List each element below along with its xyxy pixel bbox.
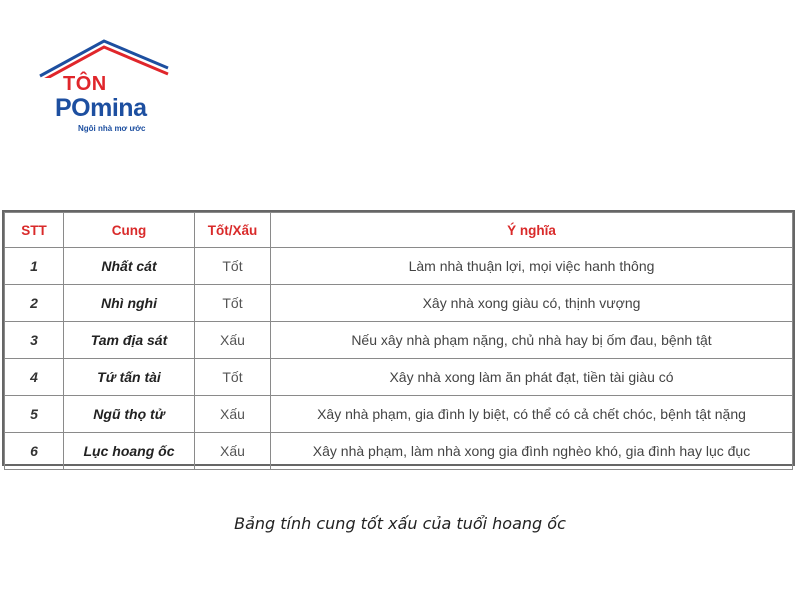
cell-tot-xau: Xấu xyxy=(195,396,271,433)
cell-cung: Lục hoang ốc xyxy=(64,433,195,470)
cell-tot-xau: Tốt xyxy=(195,285,271,322)
cell-stt: 3 xyxy=(5,322,64,359)
table-header-row xyxy=(5,213,793,248)
header-y-nghia: Ý nghĩa xyxy=(271,213,793,248)
cell-y-nghia: Xây nhà xong giàu có, thịnh vượng xyxy=(271,285,793,322)
logo-brand-text: POmina xyxy=(55,94,147,122)
cell-cung: Tam địa sát xyxy=(64,322,195,359)
cung-table xyxy=(2,210,795,466)
roof-icon xyxy=(38,38,170,78)
cell-stt: 6 xyxy=(5,433,64,470)
table-row xyxy=(5,248,793,285)
logo-ton-text: TÔN xyxy=(63,73,107,95)
table-row xyxy=(5,359,793,396)
cell-y-nghia: Nếu xây nhà phạm nặng, chủ nhà hay bị ốm đau, bệnh tật xyxy=(271,322,793,359)
header-stt: STT xyxy=(5,213,64,248)
cell-stt: 5 xyxy=(5,396,64,433)
table-row xyxy=(5,285,793,322)
cell-stt: 1 xyxy=(5,248,64,285)
cell-stt: 2 xyxy=(5,285,64,322)
cell-tot-xau: Xấu xyxy=(195,433,271,470)
table-row xyxy=(5,322,793,359)
cell-y-nghia: Xây nhà phạm, gia đình ly biệt, có thể có cả chết chóc, bệnh tật nặng xyxy=(271,396,793,433)
cell-tot-xau: Tốt xyxy=(195,248,271,285)
cell-cung: Nhì nghi xyxy=(64,285,195,322)
table-row xyxy=(5,396,793,433)
cell-y-nghia: Làm nhà thuận lợi, mọi việc hanh thông xyxy=(271,248,793,285)
logo-slogan: Ngôi nhà mơ ước xyxy=(78,124,146,133)
cell-y-nghia: Xây nhà xong làm ăn phát đạt, tiền tài giàu có xyxy=(271,359,793,396)
cell-tot-xau: Tốt xyxy=(195,359,271,396)
table-row xyxy=(5,433,793,470)
cell-cung: Nhất cát xyxy=(64,248,195,285)
cell-y-nghia: Xây nhà phạm, làm nhà xong gia đình nghèo khó, gia đình hay lục đục xyxy=(271,433,793,470)
brand-logo xyxy=(38,38,170,138)
header-cung: Cung xyxy=(64,213,195,248)
cell-cung: Tứ tấn tài xyxy=(64,359,195,396)
table-caption: Bảng tính cung tốt xấu của tuổi hoang ốc xyxy=(234,514,566,533)
cell-cung: Ngũ thọ tử xyxy=(64,396,195,433)
header-tot-xau: Tốt/Xấu xyxy=(195,213,271,248)
cell-stt: 4 xyxy=(5,359,64,396)
cell-tot-xau: Xấu xyxy=(195,322,271,359)
